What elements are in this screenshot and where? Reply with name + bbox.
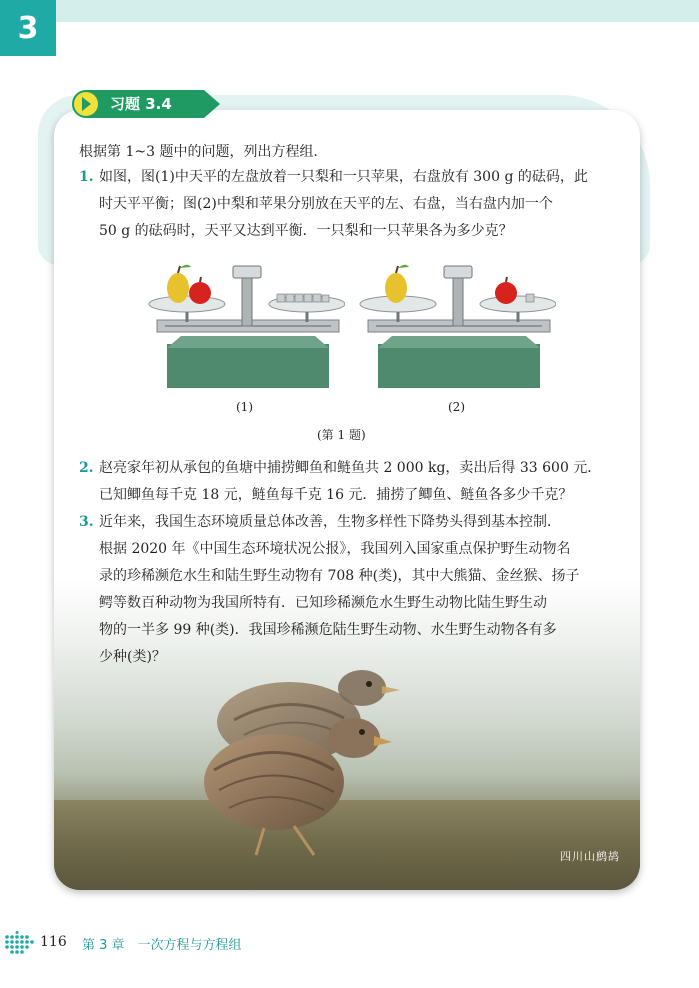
- problem-3-line-2: 根据 2020 年《中国生态环境状况公报》，我国列入国家重点保护野生动物名: [99, 541, 571, 557]
- photo-credit: 四川山鹧鸪: [560, 850, 620, 863]
- problem-3-line-4: 鳄等数百种动物为我国所特有．已知珍稀濒危水生野生动物比陆生野生动: [99, 595, 547, 611]
- problem-3-line-6: 少种(类)？: [99, 649, 166, 665]
- chapter-number-tab: 3: [0, 0, 56, 56]
- problem-3-line-1: 近年来，我国生态环境质量总体改善，生物多样性下降势头得到基本控制．: [99, 514, 561, 530]
- chapter-name: 第 3 章 一次方程与方程组: [82, 938, 242, 953]
- problem-1-number: 1.: [79, 169, 94, 185]
- exercise-title: 习题 3.4: [110, 95, 172, 113]
- problem-1-line-1: 如图，图(1)中天平的左盘放着一只梨和一只苹果，右盘放有 300 g 的砝码，此: [99, 169, 588, 185]
- balance-figure-1: [145, 258, 345, 394]
- problem-3-line-5: 物的一半多 99 种(类)．我国珍稀濒危陆生野生动物、水生野生动物各有多: [99, 622, 557, 638]
- problem-1-line-2: 时天平平衡；图(2)中梨和苹果分别放在天平的左、右盘，当右盘内加一个: [99, 196, 553, 212]
- figure-label-2: (2): [448, 400, 465, 414]
- problem-1-line-3: 50 g 的砝码时，天平又达到平衡．一只梨和一只苹果各为多少克？: [99, 223, 513, 239]
- problem-2-number: 2.: [79, 460, 94, 476]
- problem-3-line-3: 录的珍稀濒危水生和陆生野生动物有 708 种(类)，其中大熊猫、金丝猴、扬子: [99, 568, 580, 584]
- problem-2-line-1: 赵亮家年初从承包的鱼塘中捕捞鲫鱼和鲢鱼共 2 000 kg，卖出后得 33 600 元．: [99, 460, 602, 476]
- problem-3-number: 3.: [79, 514, 94, 530]
- page-number: 116: [40, 934, 67, 950]
- figure-caption: (第 1 题): [317, 428, 366, 442]
- intro-text: 根据第 1~3 题中的问题，列出方程组．: [79, 144, 328, 160]
- partridge-front: [194, 710, 404, 860]
- top-band: [0, 0, 699, 22]
- problem-2-line-2: 已知鲫鱼每千克 18 元，鲢鱼每千克 16 元．捕捞了鲫鱼、鲢鱼各多少千克？: [99, 487, 573, 503]
- balance-figure-2: [356, 258, 556, 394]
- footer-dots-icon: [4, 931, 36, 955]
- figure-label-1: (1): [236, 400, 253, 414]
